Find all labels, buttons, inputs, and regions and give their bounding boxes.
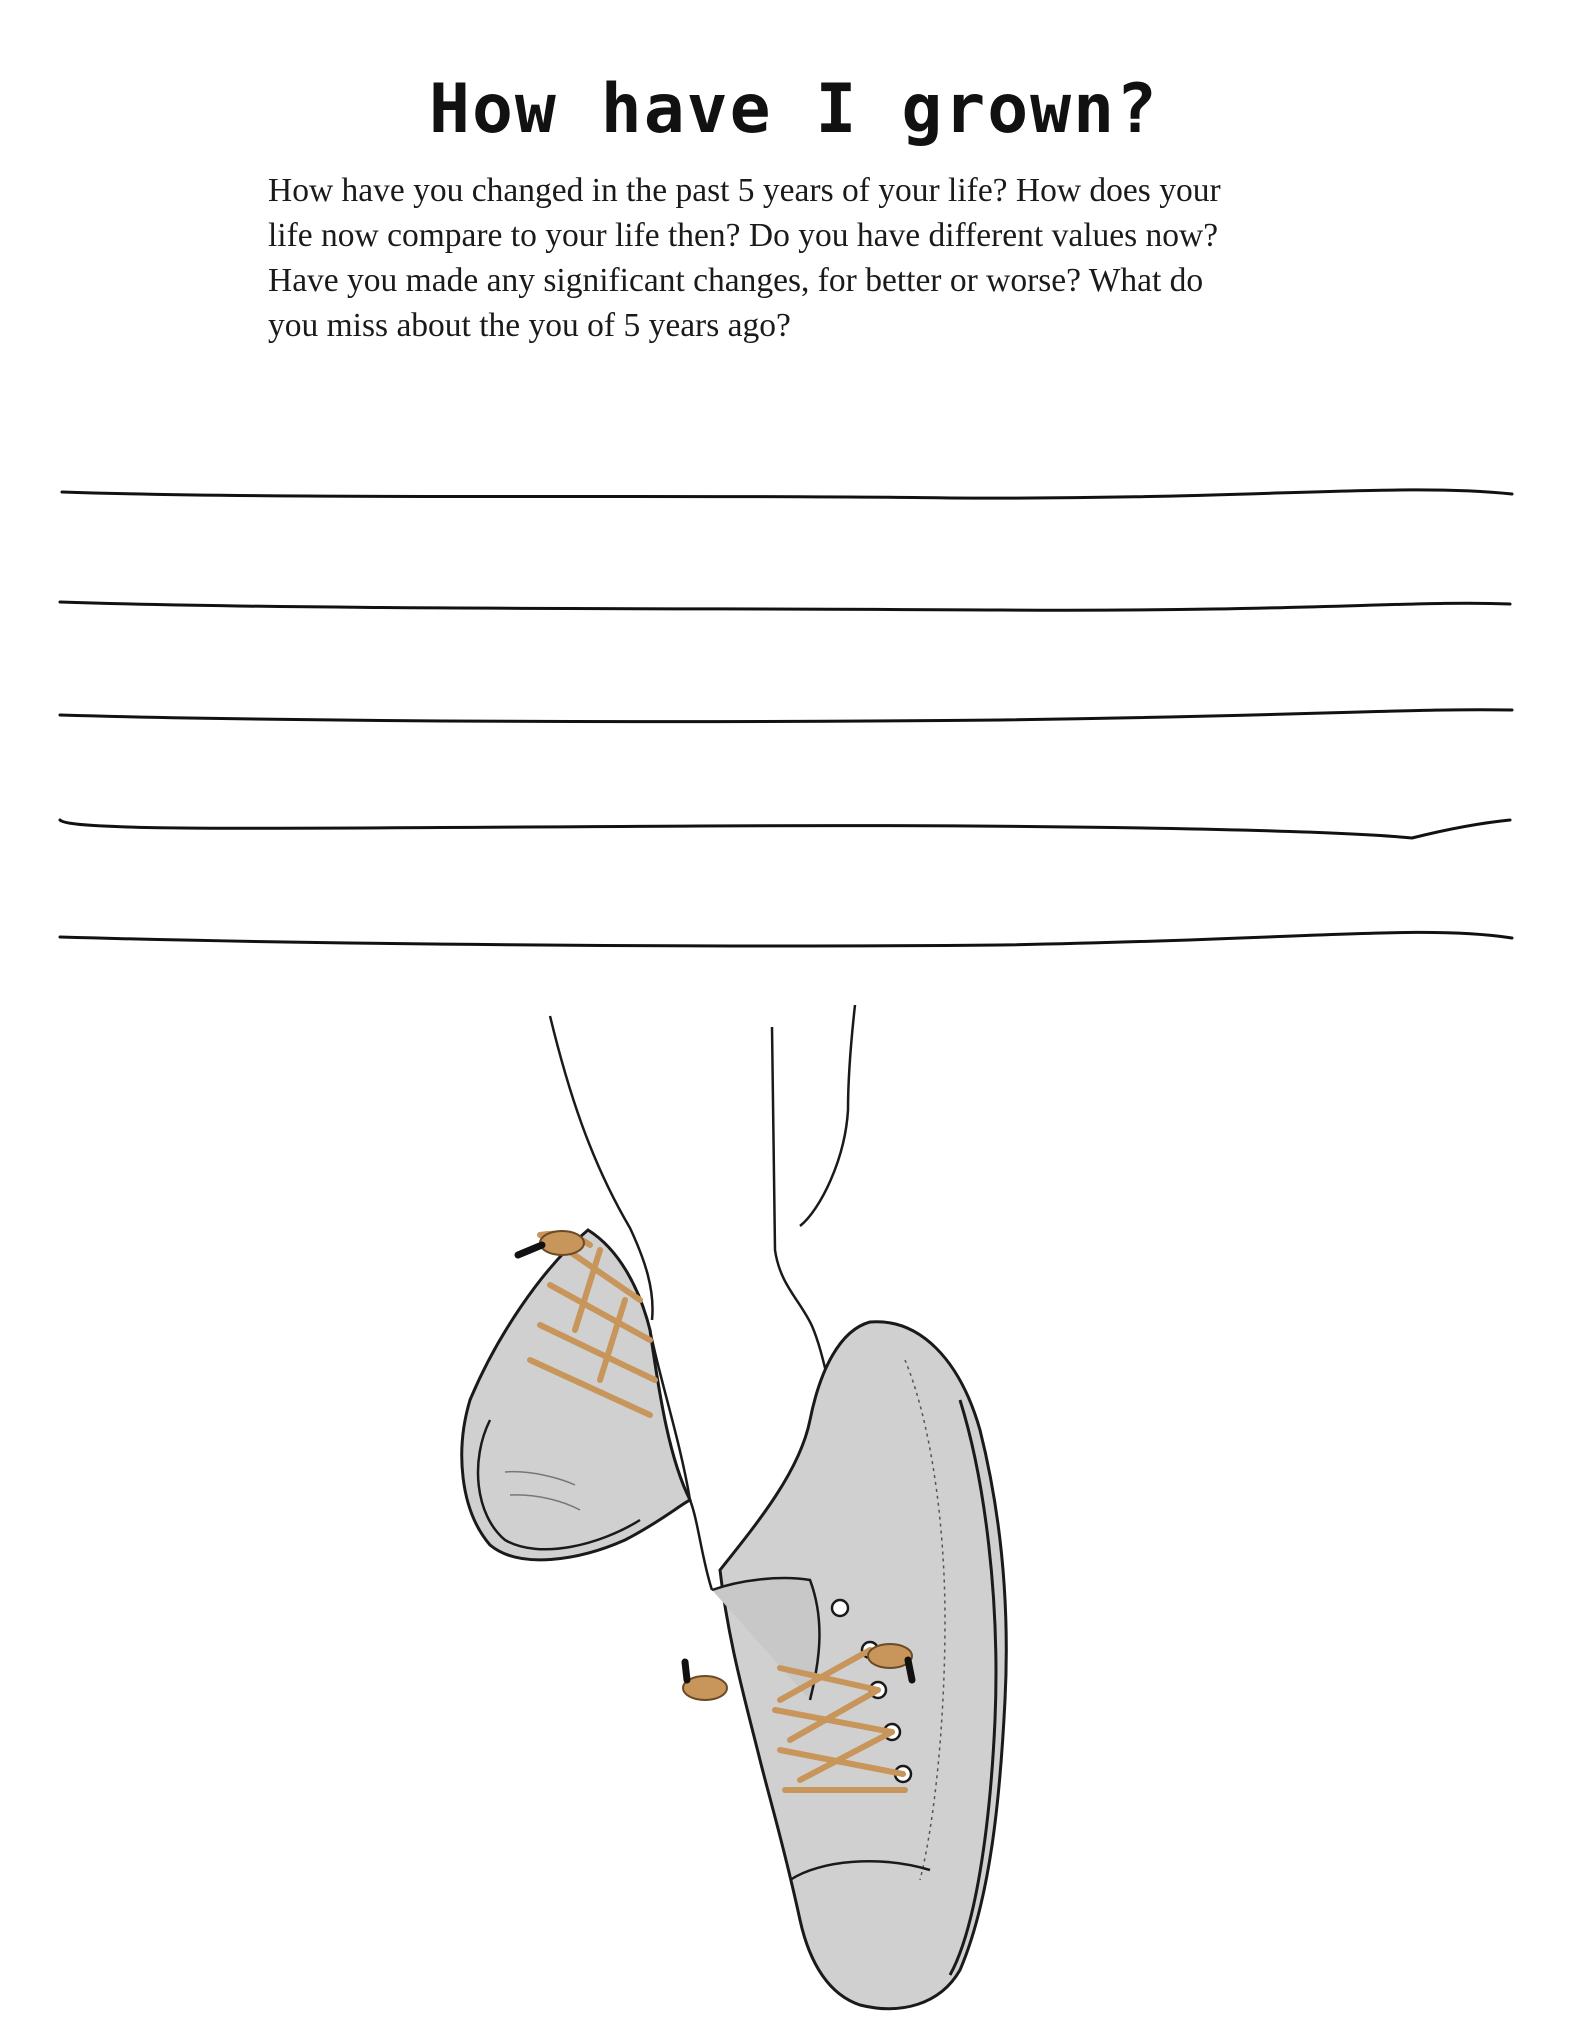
prompt-text: How have you changed in the past 5 years of your life? How does your life now compare to your life then? Do you have different values now? Have you made any significant changes, for better or worse? What do you miss about the you of 5 years ago?	[268, 172, 1221, 344]
front-shoe	[720, 1322, 1006, 2009]
back-shoe	[462, 1230, 690, 1560]
writing-line[interactable]	[60, 602, 1510, 610]
writing-line[interactable]	[62, 490, 1512, 498]
sneakers-illustration	[380, 990, 1060, 2020]
right-leg-outline	[800, 1005, 855, 1226]
writing-lines	[0, 440, 1588, 960]
front-shoe-aglet-left	[685, 1662, 687, 1680]
back-shoe-aglet	[518, 1245, 542, 1255]
writing-line[interactable]	[60, 820, 1510, 838]
writing-line[interactable]	[60, 932, 1512, 946]
front-shoe-aglet-right	[908, 1660, 912, 1680]
back-shoe-lace-knot	[540, 1231, 584, 1255]
writing-line[interactable]	[60, 710, 1512, 722]
page-title: How have I grown?	[429, 70, 1159, 149]
